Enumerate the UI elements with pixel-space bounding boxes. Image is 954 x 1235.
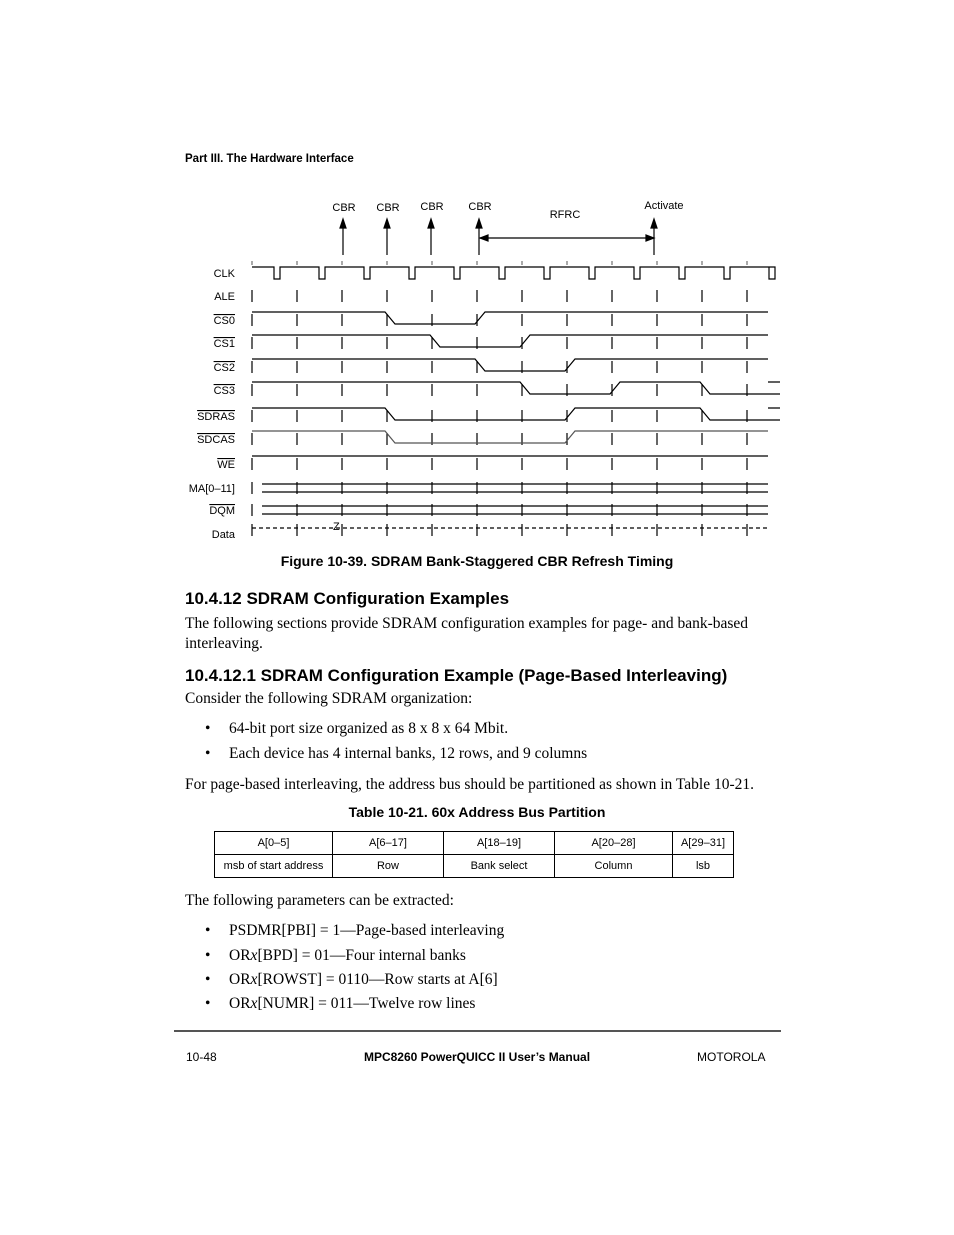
table-header-cell: A[29–31] [673,832,734,855]
list-item: • ORx[BPD] = 01—Four internal banks [205,947,466,964]
sdras-waveform [252,408,780,420]
section-heading-10-4-12: 10.4.12 SDRAM Configuration Examples [185,589,510,608]
arrow-head [340,219,346,228]
clk-waveform [252,267,775,279]
brand-name: MOTOROLA [697,1050,766,1064]
table-header-cell: A[0–5] [215,832,333,855]
list-item: • ORx[ROWST] = 0110—Row starts at A[6] [205,971,498,988]
signal-label: CS2 [213,362,235,374]
arrow-head [480,235,488,241]
table-cell: lsb [673,855,734,878]
partition-paragraph: For page-based interleaving, the address bus should be partitioned as shown in Table 10-21. [185,776,754,793]
organization-intro: Consider the following SDRAM organization: [185,690,473,707]
chip-select-waveform [252,359,768,371]
table-cell: Bank select [444,855,555,878]
manual-title: MPC8260 PowerQUICC II User’s Manual [363,1050,591,1064]
signal-label: Data [211,529,235,541]
arrow-head [646,235,654,241]
part-header: Part III. The Hardware Interface [185,153,354,165]
chip-select-waveform [252,335,768,347]
figure-caption: Figure 10-39. SDRAM Bank-Staggered CBR Refresh Timing [280,553,674,569]
list-item: • ORx[NUMR] = 011—Twelve row lines [205,995,476,1012]
table-cell: Row [333,855,444,878]
signal-label: SDRAS [197,411,235,423]
timing-top-label: Activate [644,200,684,212]
data-z-label: Z [333,521,340,533]
timing-top-label: CBR [420,201,444,213]
signal-label: CS0 [213,315,235,327]
timing-top-label: CBR [376,202,400,214]
section-paragraph: The following sections provide SDRAM configuration examples for page- and bank-based interleaving. [185,615,749,652]
timing-top-label: CBR [332,202,356,214]
signal-label: SDCAS [197,434,235,446]
table-header-cell: A[6–17] [333,832,444,855]
chip-select-waveform [252,382,780,394]
table-cell: msb of start address [215,855,333,878]
list-item: • 64-bit port size organized as 8 x 8 x 64 Mbit. [205,720,509,737]
parameters-intro: The following parameters can be extracted: [185,892,454,909]
signal-label: CS3 [213,385,235,397]
footer-rule [174,1030,781,1032]
timing-diagram [180,195,780,550]
signal-label: CLK [213,268,235,280]
table-header-cell: A[18–19] [444,832,555,855]
timing-top-label: CBR [468,201,492,213]
signal-label: ALE [214,291,235,303]
address-partition-table [214,831,734,878]
signal-label: CS1 [213,338,235,350]
arrow-head [651,219,657,228]
signal-label: MA[0–11] [188,483,235,495]
list-item: • Each device has 4 internal banks, 12 rows, and 9 columns [205,745,588,762]
table-header-row [215,832,734,855]
table-cell: Column [555,855,673,878]
arrow-head [476,219,482,228]
signal-label: DQM [209,505,235,517]
sdcas-waveform [252,431,768,443]
table-row [215,855,734,878]
table-caption: Table 10-21. 60x Address Bus Partition [348,804,606,820]
chip-select-waveform [252,312,768,324]
page-number: 10-48 [186,1050,217,1064]
list-item: • PSDMR[PBI] = 1—Page-based interleaving [205,922,505,939]
signal-label: WE [217,459,235,471]
arrow-head [384,219,390,228]
arrow-head [428,219,434,228]
timing-top-label: RFRC [549,209,581,221]
section-heading-10-4-12-1: 10.4.12.1 SDRAM Configuration Example (Page-Based Interleaving) [185,666,728,685]
table-header-cell: A[20–28] [555,832,673,855]
